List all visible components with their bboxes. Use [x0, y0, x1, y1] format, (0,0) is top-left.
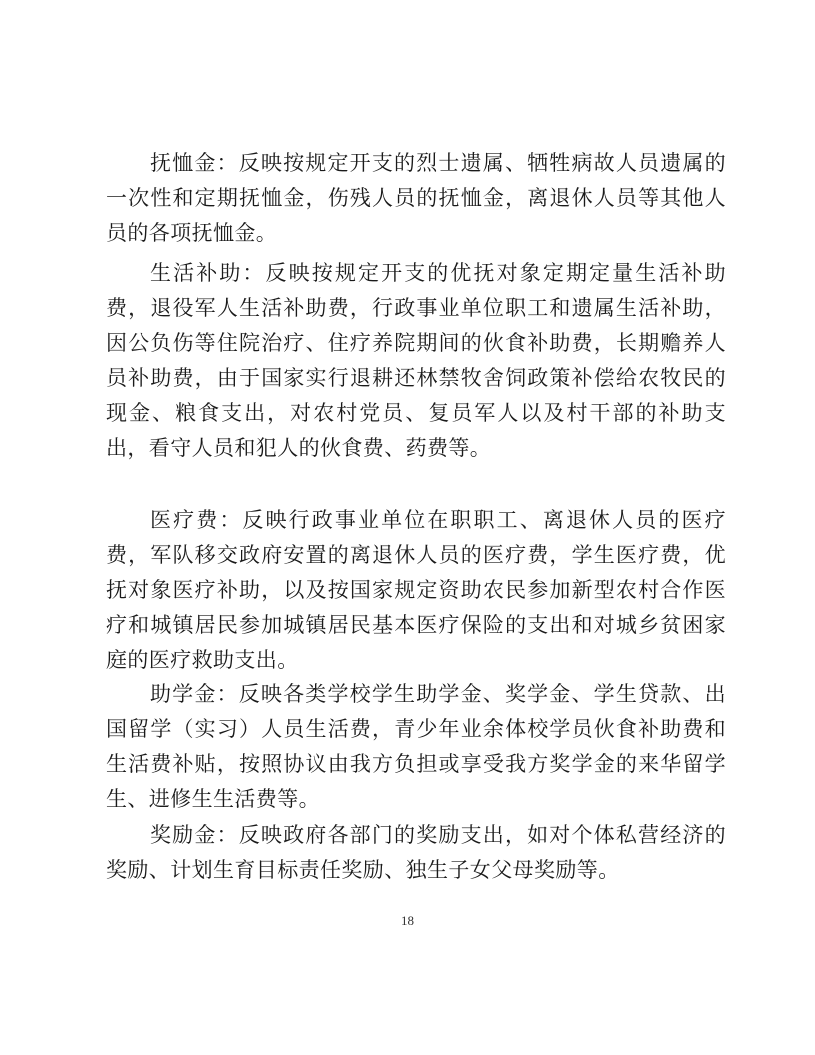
paragraph-yiliaofei: 医疗费：反映行政事业单位在职职工、离退休人员的医疗费，军队移交政府安置的离退休人员的医疗费，学生医疗费，优抚对象医疗补助，以及按国家规定资助农民参加新型农村合作医疗和城镇居民参加城镇居民基本医疗保险的支出和对城乡贫困家庭的医疗救助支出。 — [106, 508, 726, 672]
paragraph-shenghuobuzhu: 生活补助：反映按规定开支的优抚对象定期定量生活补助费，退役军人生活补助费，行政事业单位职工和遗属生活补助，因公负伤等住院治疗、住疗养院期间的伙食补助费，长期赡养人员补助费，由于国家实行退耕还林禁牧舍饲政策补偿给农牧民的现金、粮食支出，对农村党员、复员军人以及村干部的补助支出，看守人员和犯人的伙食费、药费等。 — [106, 261, 726, 460]
paragraph-jiangliJin: 奖励金：反映政府各部门的奖励支出，如对个体私营经济的奖励、计划生育目标责任奖励、独生子女父母奖励等。 — [106, 823, 726, 882]
paragraph-fuxujin: 抚恤金：反映按规定开支的烈士遗属、牺牲病故人员遗属的一次性和定期抚恤金，伤残人员的抚恤金，离退休人员等其他人员的各项抚恤金。 — [106, 151, 726, 245]
page-number: 18 — [401, 913, 414, 928]
paragraph-zhuxuejin: 助学金：反映各类学校学生助学金、奖学金、学生贷款、出国留学（实习）人员生活费，青少年业余体校学员伙食补助费和生活费补贴，按照协议由我方负担或享受我方奖学金的来华留学生、进修生生活费等。 — [106, 682, 726, 811]
